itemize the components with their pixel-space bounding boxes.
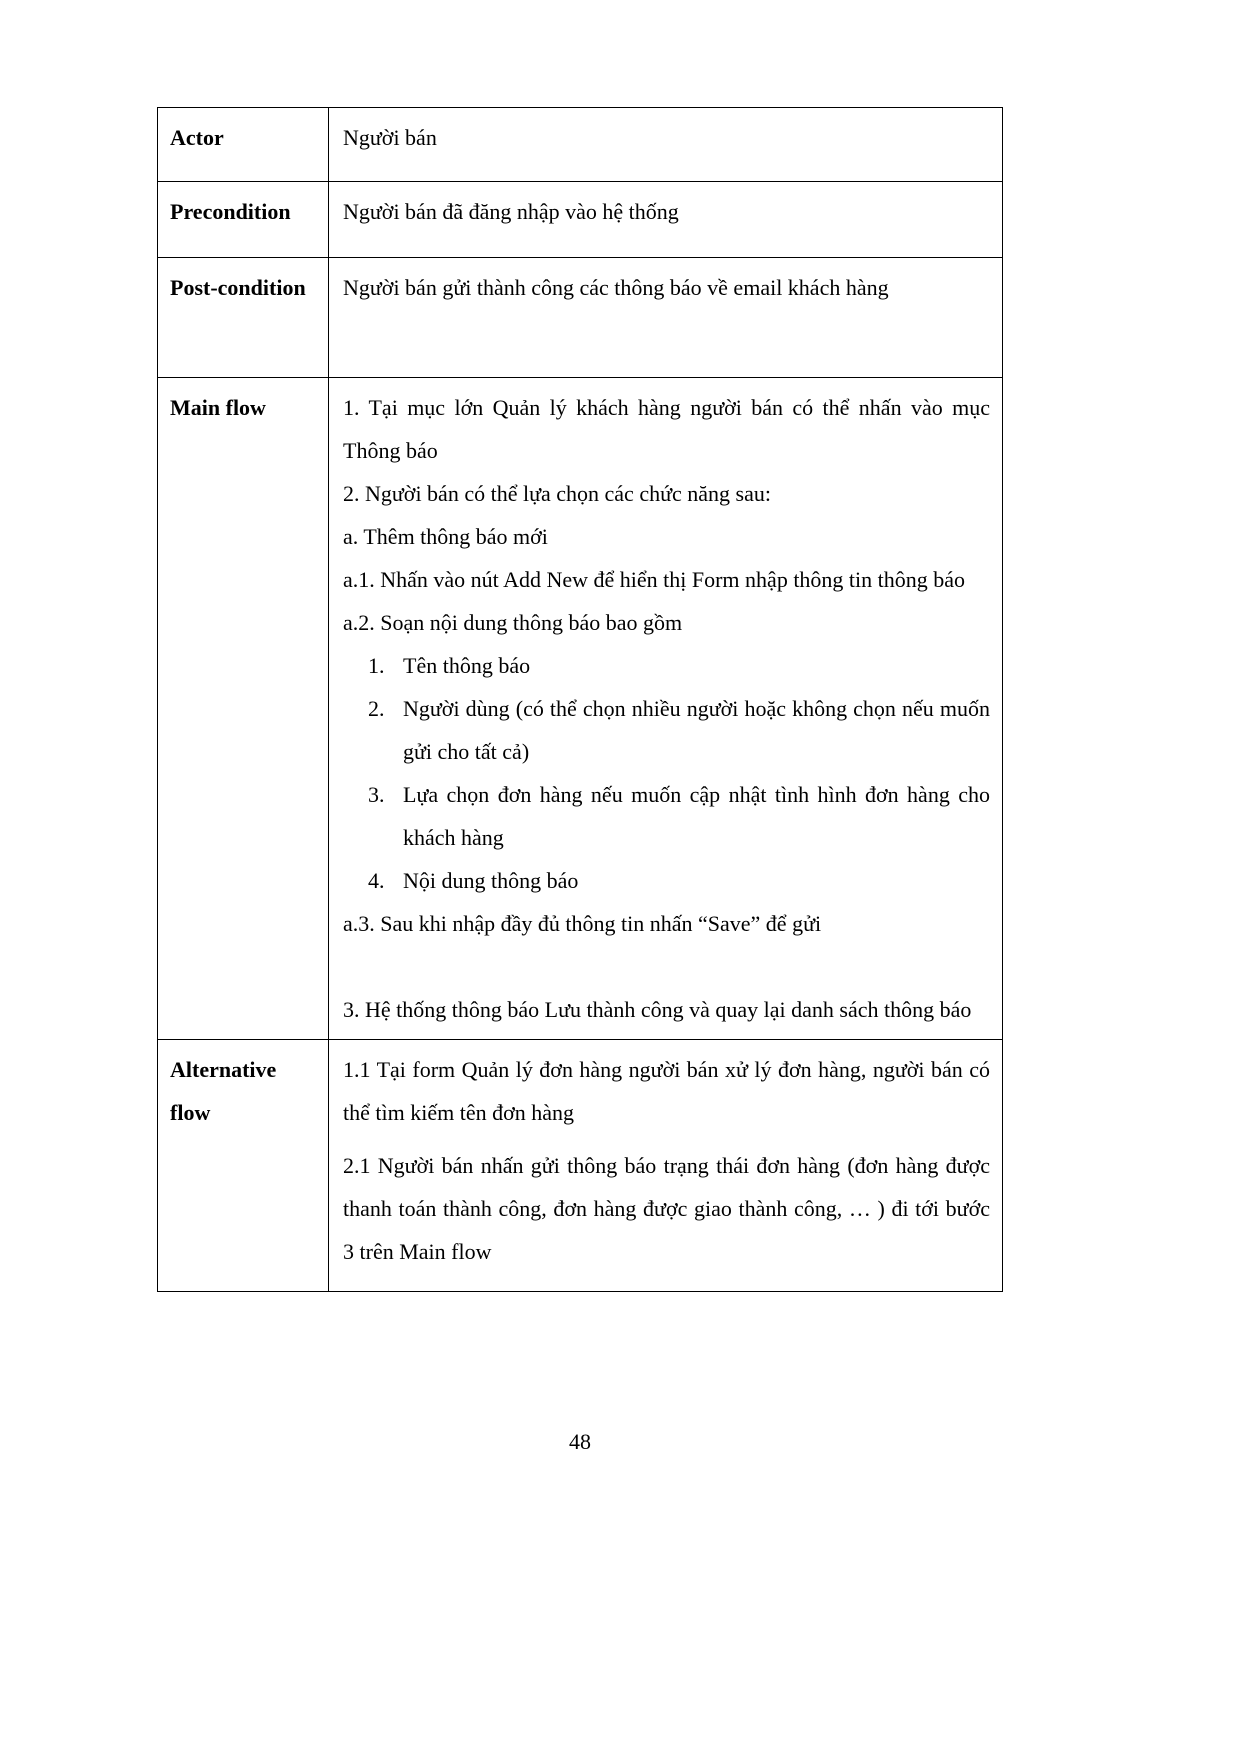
row-content-actor	[329, 108, 1003, 182]
numbered-list-item	[343, 687, 990, 773]
row-content-post-condition	[329, 258, 1003, 378]
page-number: 48	[569, 1429, 591, 1454]
blank-line	[343, 945, 990, 988]
paragraph: a.1. Nhấn vào nút Add New để hiển thị Form nhập thông tin thông báo	[343, 567, 966, 592]
paragraph: Người bán gửi thành công các thông báo về email khách hàng	[343, 275, 889, 300]
usecase-table-body	[158, 108, 1003, 1292]
row-label-main-flow: Main flow	[158, 378, 329, 1040]
row-content-alternative-flow	[329, 1040, 1003, 1292]
table-row-main-flow	[158, 378, 1003, 1040]
paragraph: a. Thêm thông báo mới	[343, 524, 548, 549]
paragraph: 1.1 Tại form Quản lý đơn hàng người bán xử lý đơn hàng, người bán có thể tìm kiếm tên đơn hàng	[343, 1057, 990, 1125]
list-item-marker: 4.	[368, 868, 385, 893]
list-item-text: Người dùng (có thể chọn nhiều người hoặc không chọn nếu muốn gửi cho tất cả)	[403, 696, 990, 764]
row-label-precondition: Precondition	[158, 182, 329, 258]
list-item-text: Tên thông báo	[403, 653, 531, 678]
paragraph: 2.1 Người bán nhấn gửi thông báo trạng thái đơn hàng (đơn hàng được thanh toán thành công, đơn hàng được giao thành công, … ) đi tới bước 3 trên Main flow	[343, 1153, 990, 1264]
row-content-precondition	[329, 182, 1003, 258]
list-item-marker: 3.	[368, 782, 385, 807]
usecase-table	[157, 107, 1003, 1292]
paragraph: Người bán	[343, 125, 437, 150]
row-label-alternative-flow: Alternative flow	[158, 1040, 329, 1292]
paragraph: 2. Người bán có thể lựa chọn các chức năng sau:	[343, 481, 771, 506]
table-row-post-condition	[158, 258, 1003, 378]
row-content-main-flow	[329, 378, 1003, 1040]
paragraph: Người bán đã đăng nhập vào hệ thống	[343, 199, 679, 224]
paragraph: 3. Hệ thống thông báo Lưu thành công và quay lại danh sách thông báo	[343, 997, 972, 1022]
numbered-list-item	[343, 773, 990, 859]
paragraph: a.2. Soạn nội dung thông báo bao gồm	[343, 610, 683, 635]
list-item-text: Lựa chọn đơn hàng nếu muốn cập nhật tình hình đơn hàng cho khách hàng	[403, 782, 990, 850]
numbered-list-item	[343, 859, 990, 902]
row-label-actor: Actor	[158, 108, 329, 182]
list-item-marker: 2.	[368, 696, 385, 721]
row-label-post-condition: Post-condition	[158, 258, 329, 378]
paragraph: 1. Tại mục lớn Quản lý khách hàng người bán có thể nhấn vào mục Thông báo	[343, 395, 990, 463]
table-row-precondition	[158, 182, 1003, 258]
list-item-marker: 1.	[368, 653, 385, 678]
numbered-list-item	[343, 644, 990, 687]
table-row-alternative-flow	[158, 1040, 1003, 1292]
paragraph: a.3. Sau khi nhập đầy đủ thông tin nhấn “Save” để gửi	[343, 911, 822, 936]
table-row-actor	[158, 108, 1003, 182]
list-item-text: Nội dung thông báo	[403, 868, 579, 893]
